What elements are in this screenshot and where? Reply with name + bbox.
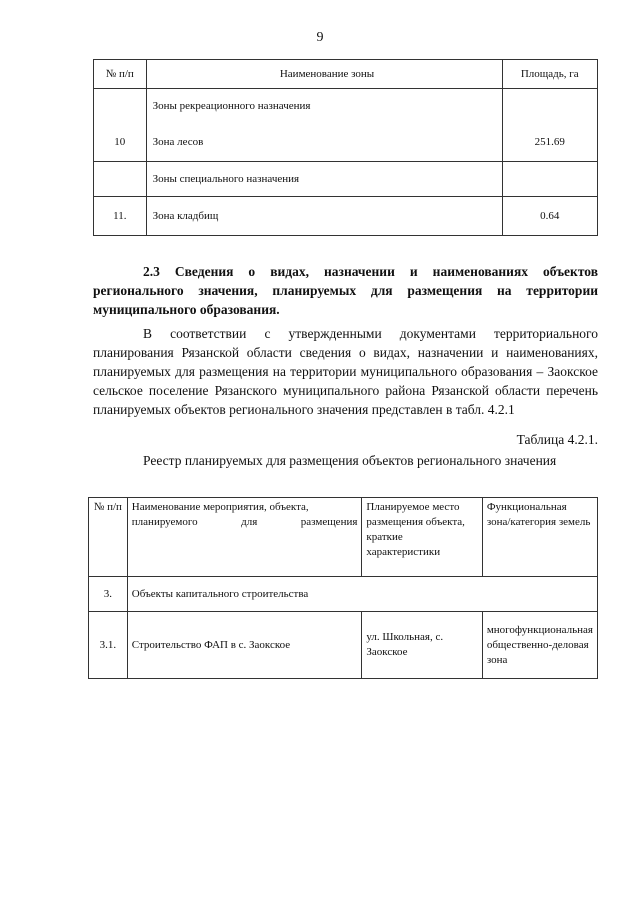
reg-header-zone: Функциональная зона/категория земель xyxy=(482,498,597,577)
section-title: Зоны специального назначения xyxy=(146,162,502,197)
zones-table xyxy=(93,59,598,236)
reg-row-zone: многофункциональная общественно-деловая зона xyxy=(482,612,597,679)
reg-row-num: 3.1. xyxy=(89,612,128,679)
row-area: 0.64 xyxy=(502,197,597,236)
header-area: Площадь, га xyxy=(502,60,597,89)
reg-row-place: ул. Школьная, с. Заокское xyxy=(362,612,482,679)
section-area-cell xyxy=(502,162,597,197)
row-num: 11. xyxy=(94,197,147,236)
zones-section-row xyxy=(94,162,598,197)
table-row xyxy=(94,123,598,162)
section-heading xyxy=(93,262,598,319)
zones-header-row xyxy=(94,60,598,89)
row-zone-name: Зона кладбищ xyxy=(146,197,502,236)
reg-section-name: Объекты капитального строительства xyxy=(127,577,597,612)
reg-section-num: 3. xyxy=(89,577,128,612)
registry-header-row xyxy=(89,498,598,577)
reg-row-name: Строительство ФАП в с. Заокское xyxy=(127,612,362,679)
row-zone-name: Зона лесов xyxy=(146,123,502,162)
page-number: 9 xyxy=(316,30,324,45)
row-num: 10 xyxy=(94,123,147,162)
header-num: № п/п xyxy=(94,60,147,89)
registry-title: Реестр планируемых для размещения объектов регионального значения xyxy=(143,453,557,468)
section-heading-text: 2.3 Сведения о видах, назначении и наименованиях объектов регионального значения, планируемых для размещения на территории муниципального образования. xyxy=(93,264,598,317)
reg-header-name: Наименование мероприятия, объекта, планируемого для размещения xyxy=(127,498,362,577)
table-label: Таблица 4.2.1. xyxy=(516,432,598,447)
reg-header-place: Планируемое место размещения объекта, краткие характеристики xyxy=(362,498,482,577)
section-num-cell xyxy=(94,89,147,124)
table-row xyxy=(94,197,598,236)
section-num-cell xyxy=(94,162,147,197)
body-paragraph: В соответствии с утвержденными документами территориального планирования Рязанской области сведения о видах, назначении и наименованиях, планируемых для размещения на территории муниципального образования – Заокское сельское поселение Рязанского муниципального района Рязанской области перечень планируемых объектов регионального значения представлен в табл. 4.2.1 xyxy=(93,326,598,417)
registry-table xyxy=(88,497,598,679)
section-title: Зоны рекреационного назначения xyxy=(146,89,502,124)
header-zone-name: Наименование зоны xyxy=(146,60,502,89)
registry-section-row xyxy=(89,577,598,612)
table-row xyxy=(89,612,598,679)
zones-section-row xyxy=(94,89,598,124)
reg-header-num: № п/п xyxy=(89,498,128,577)
section-area-cell xyxy=(502,89,597,124)
row-area: 251.69 xyxy=(502,123,597,162)
